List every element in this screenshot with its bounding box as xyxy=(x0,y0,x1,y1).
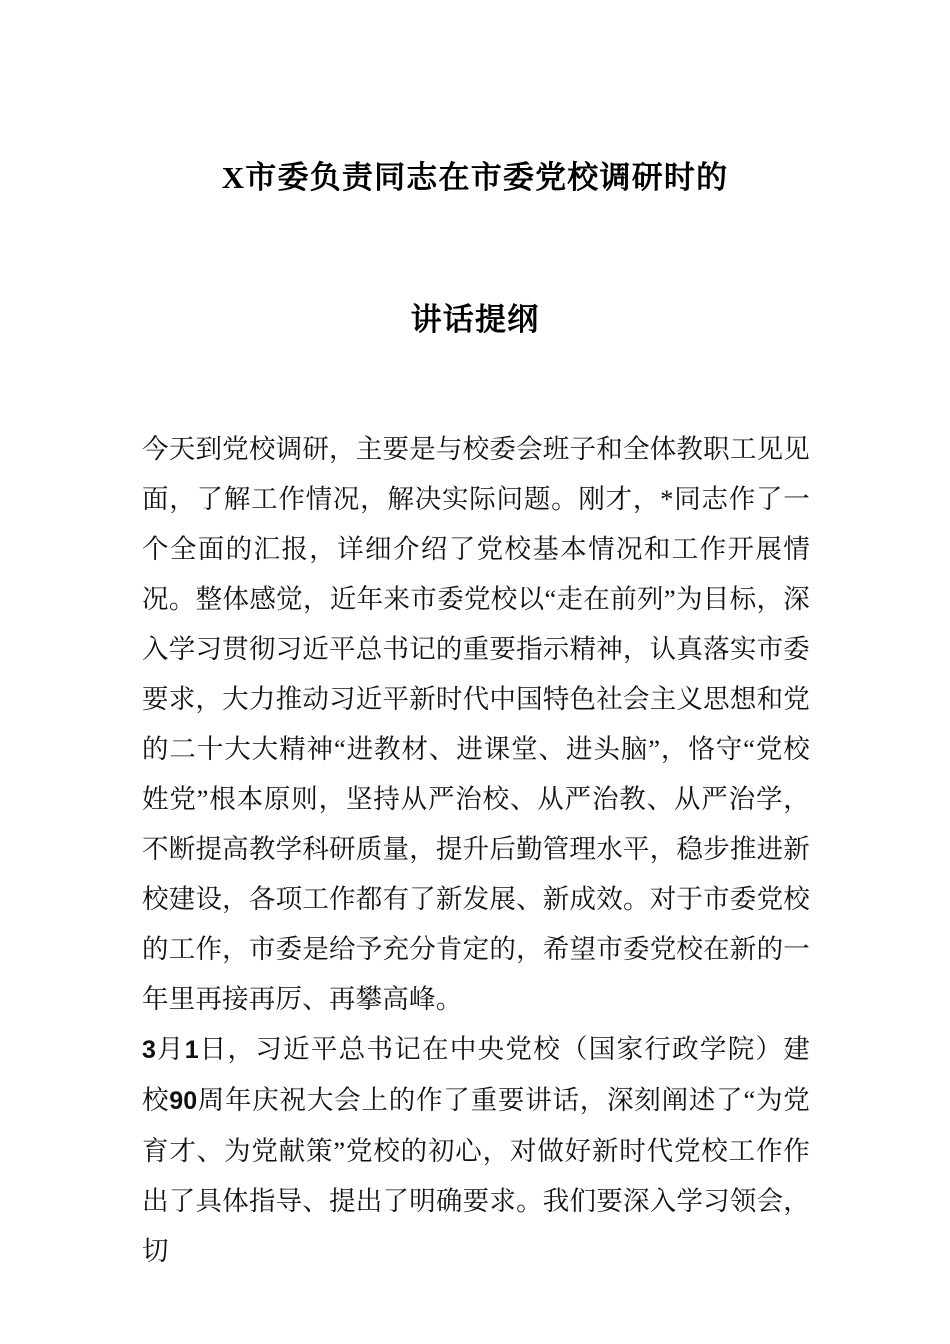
document-body xyxy=(142,424,810,1276)
numeric-run: 3 xyxy=(142,1036,156,1064)
page-title-line-1: X市委负责同志在市委党校调研时的 xyxy=(221,160,729,195)
body-paragraph-2: 3月1日，习近平总书记在中央党校（国家行政学院）建校90周年庆祝大会上的作了重要讲话，深刻阐述了“为党育才、为党献策”党校的初心，对做好新时代党校工作作出了具体指导、提出了明确要求。我们要深入学习领会，切 xyxy=(142,1034,810,1266)
numeric-run: 1 xyxy=(184,1036,199,1064)
page-title-line-2: 讲话提纲 xyxy=(410,302,540,337)
numeric-run: 90 xyxy=(169,1087,198,1115)
body-paragraph-1: 今天到党校调研，主要是与校委会班子和全体教职工见见面，了解工作情况，解决实际问题。刚才，*同志作了一个全面的汇报，详细介绍了党校基本情况和工作开展情况。整体感觉，近年来市委党校以“走在前列”为目标，深入学习贯彻习近平总书记的重要指示精神，认真落实市委要求，大力推动习近平新时代中国特色社会主义思想和党的二十大大精神“进教材、进课堂、进头脑”，恪守“党校姓党”根本原则，坚持从严治校、从严治教、从严治学，不断提高教学科研质量，提升后勤管理水平，稳步推进新校建设，各项工作都有了新发展、新成效。对于市委党校的工作，市委是给予充分肯定的，希望市委党校在新的一年里再接再厉、再攀高峰。 xyxy=(142,434,810,1014)
